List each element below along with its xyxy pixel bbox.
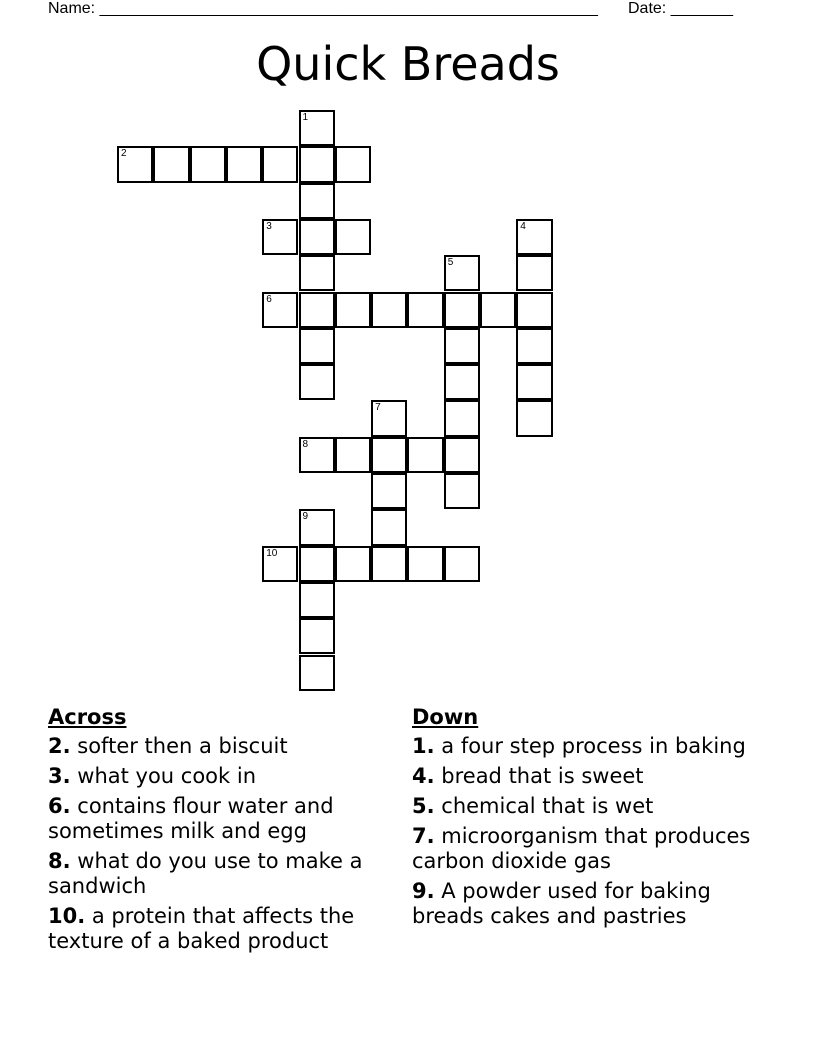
crossword-cell[interactable] xyxy=(299,437,335,473)
across-clue xyxy=(48,794,393,844)
crossword-cell[interactable] xyxy=(190,146,226,182)
crossword-cell[interactable] xyxy=(262,546,298,582)
across-clue xyxy=(48,904,393,954)
page-title: Quick Breads xyxy=(256,37,560,91)
crossword-cell[interactable] xyxy=(153,146,189,182)
crossword-cell[interactable] xyxy=(117,146,153,182)
clue-number: 4. xyxy=(412,764,435,788)
clue-text: a protein that affects the texture of a baked product xyxy=(48,904,355,953)
crossword-cell[interactable] xyxy=(407,546,443,582)
crossword-cell[interactable] xyxy=(480,292,516,328)
date-field-label: Date: _______ xyxy=(628,0,733,17)
clue-text: microorganism that produces carbon dioxide gas xyxy=(412,824,751,873)
crossword-cell[interactable] xyxy=(371,473,407,509)
crossword-cell[interactable] xyxy=(299,328,335,364)
clue-number: 7. xyxy=(412,824,435,848)
across-heading: Across xyxy=(48,705,127,729)
clue-text: what you cook in xyxy=(70,764,257,788)
clue-number: 5. xyxy=(412,794,435,818)
down-clue xyxy=(412,879,762,929)
crossword-cell[interactable] xyxy=(371,400,407,436)
clue-number: 10. xyxy=(48,904,86,928)
crossword-cell[interactable] xyxy=(444,437,480,473)
clue-number: 1. xyxy=(412,734,435,758)
down-clue xyxy=(412,764,762,789)
clue-number: 3. xyxy=(48,764,71,788)
cell-number: 9 xyxy=(302,511,309,523)
clue-text: bread that is sweet xyxy=(434,764,644,788)
clue-number: 9. xyxy=(412,879,435,903)
across-clue xyxy=(48,849,393,899)
across-clues xyxy=(48,703,393,959)
crossword-cell[interactable] xyxy=(299,546,335,582)
crossword-cell[interactable] xyxy=(516,400,552,436)
clue-number: 6. xyxy=(48,794,71,818)
cell-number: 5 xyxy=(447,257,454,269)
crossword-cell[interactable] xyxy=(516,292,552,328)
down-clue xyxy=(412,734,762,759)
crossword-cell[interactable] xyxy=(299,364,335,400)
clue-text: A powder used for baking breads cakes and pastries xyxy=(412,879,711,928)
crossword-cell[interactable] xyxy=(262,146,298,182)
across-clue xyxy=(48,764,393,789)
crossword-cell[interactable] xyxy=(299,618,335,654)
crossword-cell[interactable] xyxy=(299,183,335,219)
crossword-cell[interactable] xyxy=(335,292,371,328)
crossword-cell[interactable] xyxy=(371,292,407,328)
crossword-cell[interactable] xyxy=(299,292,335,328)
cell-number: 3 xyxy=(266,220,272,232)
clue-number: 2. xyxy=(48,734,71,758)
cell-number: 10 xyxy=(266,547,278,559)
crossword-cell[interactable] xyxy=(444,400,480,436)
down-clue xyxy=(412,794,762,819)
crossword-cell[interactable] xyxy=(444,328,480,364)
crossword-cell[interactable] xyxy=(407,437,443,473)
crossword-cell[interactable] xyxy=(299,582,335,618)
cell-number: 4 xyxy=(520,220,526,232)
crossword-cell[interactable] xyxy=(371,546,407,582)
crossword-cell[interactable] xyxy=(444,255,480,291)
clue-text: contains flour water and sometimes milk and egg xyxy=(48,794,334,843)
crossword-cell[interactable] xyxy=(371,437,407,473)
crossword-cell[interactable] xyxy=(299,146,335,182)
clue-text: a four step process in baking xyxy=(434,734,746,758)
crossword-cell[interactable] xyxy=(444,292,480,328)
crossword-cell[interactable] xyxy=(516,364,552,400)
crossword-cell[interactable] xyxy=(299,110,335,146)
crossword-cell[interactable] xyxy=(335,437,371,473)
crossword-cell[interactable] xyxy=(335,146,371,182)
clue-number: 8. xyxy=(48,849,71,873)
down-clue-list xyxy=(412,734,762,929)
crossword-cell[interactable] xyxy=(262,292,298,328)
crossword-cell[interactable] xyxy=(299,509,335,545)
crossword-cell[interactable] xyxy=(444,473,480,509)
clue-text: softer then a biscuit xyxy=(70,734,288,758)
crossword-cell[interactable] xyxy=(444,546,480,582)
across-clue-list xyxy=(48,734,393,954)
cell-number: 8 xyxy=(302,438,309,450)
crossword-cell[interactable] xyxy=(444,364,480,400)
crossword-cell[interactable] xyxy=(299,219,335,255)
crossword-cell[interactable] xyxy=(335,219,371,255)
across-clue xyxy=(48,734,393,759)
crossword-cell[interactable] xyxy=(516,328,552,364)
crossword-cell[interactable] xyxy=(516,219,552,255)
name-field-label: Name: ________________________________________________________ xyxy=(48,0,598,17)
crossword-cell[interactable] xyxy=(371,509,407,545)
down-heading: Down xyxy=(412,705,479,729)
cell-number: 7 xyxy=(375,402,381,414)
down-clues xyxy=(412,703,762,934)
cell-number: 2 xyxy=(121,148,127,160)
crossword-cell[interactable] xyxy=(516,255,552,291)
clue-text: what do you use to make a sandwich xyxy=(48,849,363,898)
crossword-cell[interactable] xyxy=(299,255,335,291)
crossword-cell[interactable] xyxy=(335,546,371,582)
crossword-cell[interactable] xyxy=(262,219,298,255)
crossword-cell[interactable] xyxy=(407,292,443,328)
cell-number: 6 xyxy=(266,293,272,305)
down-clue xyxy=(412,824,762,874)
cell-number: 1 xyxy=(302,112,309,123)
clue-text: chemical that is wet xyxy=(434,794,654,818)
crossword-cell[interactable] xyxy=(299,655,335,691)
crossword-cell[interactable] xyxy=(226,146,262,182)
